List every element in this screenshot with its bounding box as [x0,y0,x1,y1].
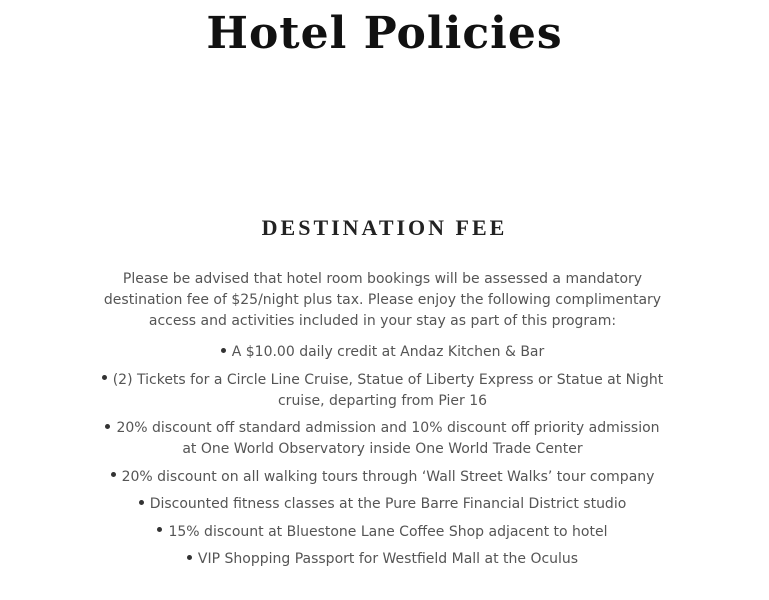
list-item [100,370,665,412]
list-item-text: (2) Tickets for a Circle Line Cruise, Statue of Liberty Express or Statue at Night cruise, departing from Pier 16 [112,371,664,409]
list-item-text: Discounted fitness classes at the Pure Barre Financial District studio [149,496,627,512]
benefits-list [100,342,665,577]
list-item [100,342,665,363]
destination-fee-heading: DESTINATION FEE [261,215,508,240]
bullet-dot-icon [157,527,162,532]
list-item [100,549,665,570]
list-item-text: 20% discount off standard admission and 10% discount off priority admission at One World Observatory inside One World Trade Center [116,420,660,457]
list-item [100,467,665,488]
bullet-dot-icon [139,500,144,505]
bullet-dot-icon [111,472,116,477]
bullet-dot-icon [221,348,226,353]
list-item [100,494,665,515]
list-item-text: A $10.00 daily credit at Andaz Kitchen & Bar [231,344,545,360]
page-title: Hotel Policies [206,8,563,59]
bullet-dot-icon [105,424,110,429]
list-item-text: 15% discount at Bluestone Lane Coffee Shop adjacent to hotel [168,523,608,540]
list-item-text: VIP Shopping Passport for Westfield Mall at the Oculus [197,551,579,567]
destination-fee-intro: Please be advised that hotel room bookings will be assessed a mandatory destination fee of $25/night plus tax. Please enjoy the following complimentary access and activities included in your stay as part of this program: [103,271,662,329]
bullet-dot-icon [187,555,192,560]
list-item-text: 20% discount on all walking tours through ‘Wall Street Walks’ tour company [121,468,655,485]
list-item [100,522,665,543]
bullet-dot-icon [102,375,107,380]
list-item [100,418,665,460]
